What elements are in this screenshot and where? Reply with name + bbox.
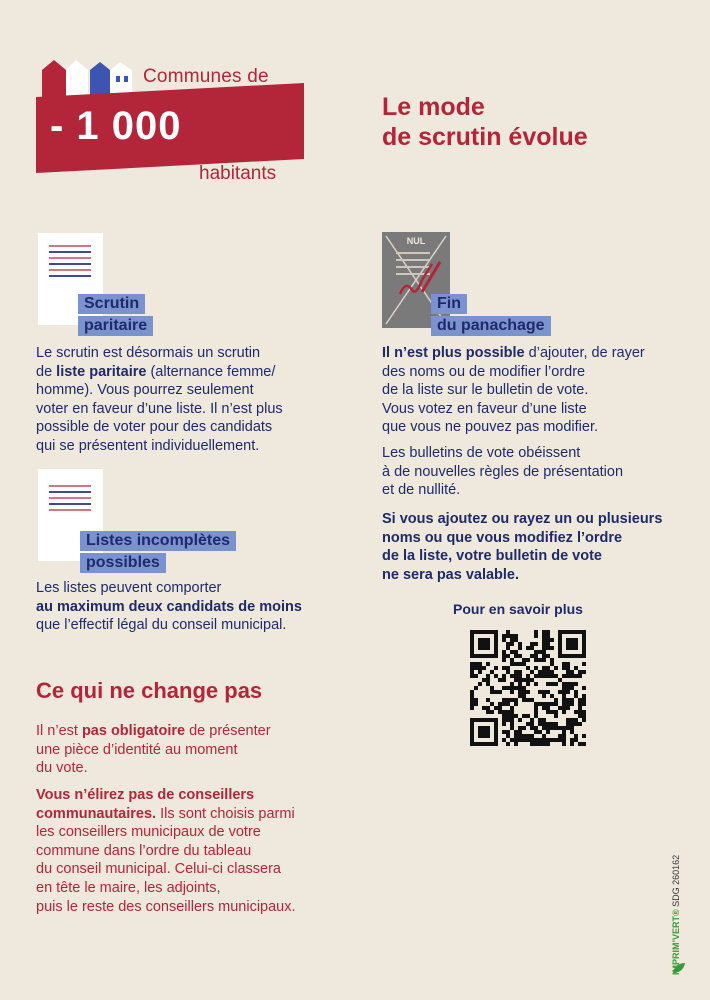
panachage-text-line: Les bulletins de vote obéissent <box>382 445 581 461</box>
panachage-text-line: que vous ne pouvez pas modifier. <box>382 419 599 436</box>
footer-code <box>671 855 681 975</box>
scrutin-text-line: qui se présentent individuellement. <box>36 437 260 454</box>
panachage-label-line2: du panachage <box>431 316 551 336</box>
header-number: - 1 000 <box>50 104 182 148</box>
listes-text-line: Les listes peuvent comporter <box>36 580 222 596</box>
panachage-text-c <box>382 510 692 584</box>
listes-text-line: que l’effectif légal du conseil municipal. <box>36 617 287 634</box>
change-text-b <box>36 786 346 916</box>
scrutin-label-line1: Scrutin <box>78 294 145 314</box>
panachage-text-line: ne sera pas valable. <box>382 566 520 583</box>
change-text-line: une pièce d’identité au moment <box>36 741 238 758</box>
change-text-line: les conseillers municipaux de votre <box>36 824 261 841</box>
listes-label-line1: Listes incomplètes <box>80 531 236 551</box>
panachage-text-a <box>382 344 682 437</box>
change-text-line: du conseil municipal. Celui-ci classera <box>36 861 281 878</box>
qr-code-icon[interactable] <box>470 630 586 746</box>
panachage-label <box>431 294 551 338</box>
change-text-line: puis le reste des conseillers municipaux. <box>36 898 296 915</box>
change-text-line: Il n’est pas obligatoire de présenter <box>36 723 271 739</box>
panachage-text-line: de la liste sur le bulletin de vote. <box>382 382 589 399</box>
scrutin-text <box>36 344 336 456</box>
panachage-label-line1: Fin <box>431 294 467 314</box>
change-text-a <box>36 722 346 778</box>
panachage-text-line: Vous votez en faveur d’une liste <box>382 400 587 417</box>
panachage-text-line: Il n’est plus possible d’ajouter, de rayer <box>382 345 645 361</box>
change-title: Ce qui ne change pas <box>36 678 263 703</box>
panachage-text-line: Si vous ajoutez ou rayez un ou plusieurs <box>382 511 663 527</box>
scrutin-text-line: homme). Vous pourrez seulement <box>36 382 254 399</box>
change-text-line: Vous n’élirez pas de conseillers <box>36 787 255 803</box>
header-line2: habitants <box>199 163 277 184</box>
listes-label <box>80 531 236 575</box>
panachage-text-b <box>382 444 682 500</box>
change-text-line: du vote. <box>36 760 88 777</box>
null-ballot-text: NUL <box>406 236 426 246</box>
listes-label-line2: possibles <box>80 553 166 573</box>
panachage-text-line: noms ou que vous modifiez l’ordre <box>382 529 623 546</box>
panachage-text-line: et de nullité. <box>382 482 461 499</box>
page-title <box>382 92 588 152</box>
scrutin-label <box>78 294 153 338</box>
title-line2: de scrutin évolue <box>382 123 588 151</box>
panachage-text-line: de la liste, votre bulletin de vote <box>382 548 602 565</box>
change-text-line: commune dans l’ordre du tableau <box>36 842 252 859</box>
imprim-vert-label: IMPRIM’VERT® <box>671 909 681 975</box>
more-info-label: Pour en savoir plus <box>453 601 583 617</box>
scrutin-text-line: Le scrutin est désormais un scrutin <box>36 345 261 361</box>
scrutin-text-line: voter en faveur d’une liste. Il n’est plus <box>36 400 283 417</box>
listes-text-line: au maximum deux candidats de moins <box>36 598 302 615</box>
sdg-code: SDG 260162 <box>671 854 681 907</box>
listes-text <box>36 579 346 635</box>
change-text-line: en tête le maire, les adjoints, <box>36 879 221 896</box>
scrutin-label-line2: paritaire <box>78 316 153 336</box>
panachage-text-line: des noms ou de modifier l’ordre <box>382 363 586 380</box>
change-text-line: communautaires. Ils sont choisis parmi <box>36 805 295 822</box>
scrutin-text-line: de liste paritaire (alternance femme/ <box>36 363 276 380</box>
header-line1: Communes de <box>143 66 269 87</box>
scrutin-text-line: possible de voter pour des candidats <box>36 419 273 436</box>
panachage-text-line: à de nouvelles règles de présentation <box>382 463 624 480</box>
title-line1: Le mode <box>382 93 485 121</box>
